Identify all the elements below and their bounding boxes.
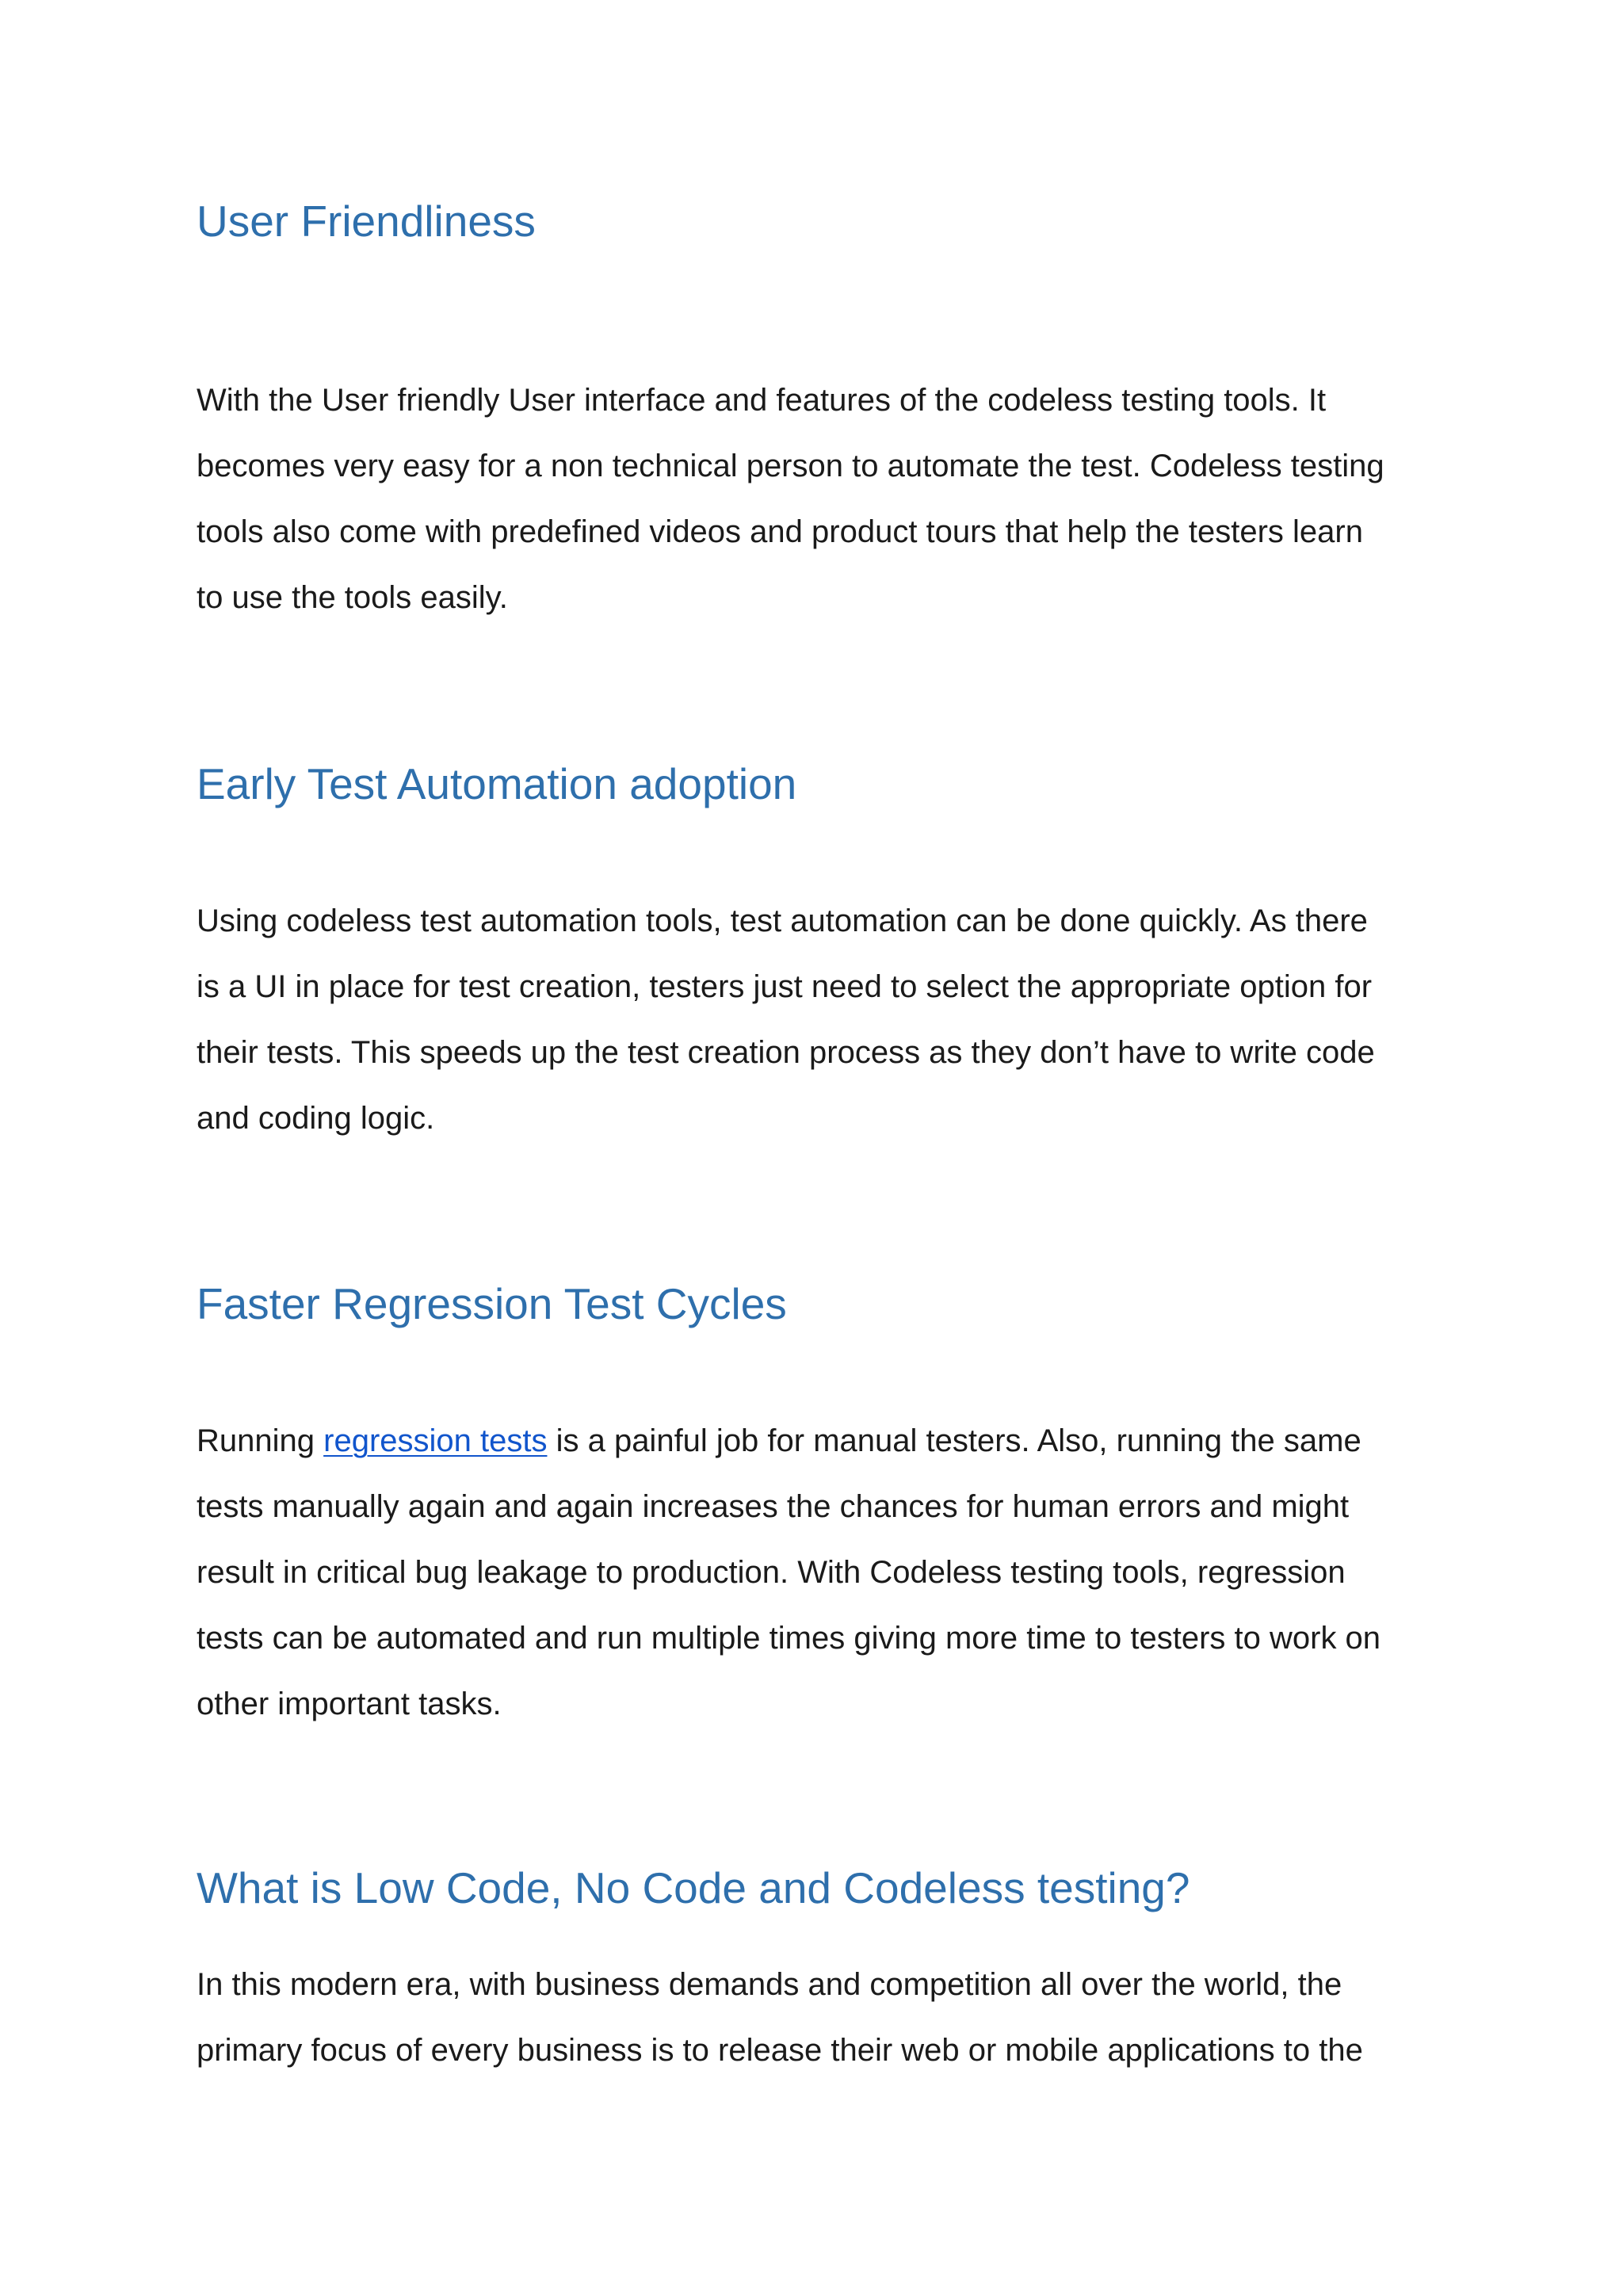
paragraph-low-code-no-code bbox=[197, 1952, 1457, 2084]
heading-low-code-no-code: What is Low Code, No Code and Codeless testing? bbox=[197, 1863, 1190, 1912]
paragraph-line: tools also come with predefined videos and product tours that help the testers learn bbox=[197, 514, 1363, 549]
paragraph-line: primary focus of every business is to release their web or mobile applications to the bbox=[197, 2033, 1363, 2068]
heading-user-friendliness: User Friendliness bbox=[197, 197, 536, 246]
paragraph-line: With the User friendly User interface and features of the codeless testing tools. It bbox=[197, 383, 1327, 418]
heading-faster-regression: Faster Regression Test Cycles bbox=[197, 1279, 787, 1328]
paragraph-line: tests can be automated and run multiple times giving more time to testers to work on bbox=[197, 1621, 1381, 1656]
paragraph-line: other important tasks. bbox=[197, 1687, 502, 1721]
paragraph-line: to use the tools easily. bbox=[197, 580, 508, 615]
paragraph-line: is a UI in place for test creation, testers just need to select the appropriate option for bbox=[197, 969, 1373, 1004]
paragraph-line: becomes very easy for a non technical person to automate the test. Codeless testing bbox=[197, 449, 1384, 483]
paragraph-early-test-automation bbox=[197, 888, 1457, 1152]
paragraph-faster-regression bbox=[197, 1408, 1457, 1737]
paragraph-line: tests manually again and again increases the chances for human errors and might bbox=[197, 1489, 1350, 1524]
paragraph-line: Using codeless test automation tools, test automation can be done quickly. As there bbox=[197, 904, 1368, 938]
heading-early-test-automation: Early Test Automation adoption bbox=[197, 759, 797, 808]
text-before-link: Running bbox=[197, 1423, 324, 1458]
paragraph-line: their tests. This speeds up the test creation process as they don’t have to write code bbox=[197, 1035, 1375, 1070]
paragraph-line: result in critical bug leakage to production. With Codeless testing tools, regression bbox=[197, 1555, 1346, 1590]
text-after-link: is a painful job for manual testers. Also, running the same bbox=[547, 1423, 1361, 1458]
paragraph-user-friendliness bbox=[197, 368, 1457, 631]
paragraph-line-with-link bbox=[197, 1408, 1457, 1474]
regression-tests-link[interactable]: regression tests bbox=[323, 1423, 548, 1458]
paragraph-line: In this modern era, with business demands and competition all over the world, the bbox=[197, 1967, 1342, 2002]
paragraph-line: and coding logic. bbox=[197, 1101, 435, 1136]
